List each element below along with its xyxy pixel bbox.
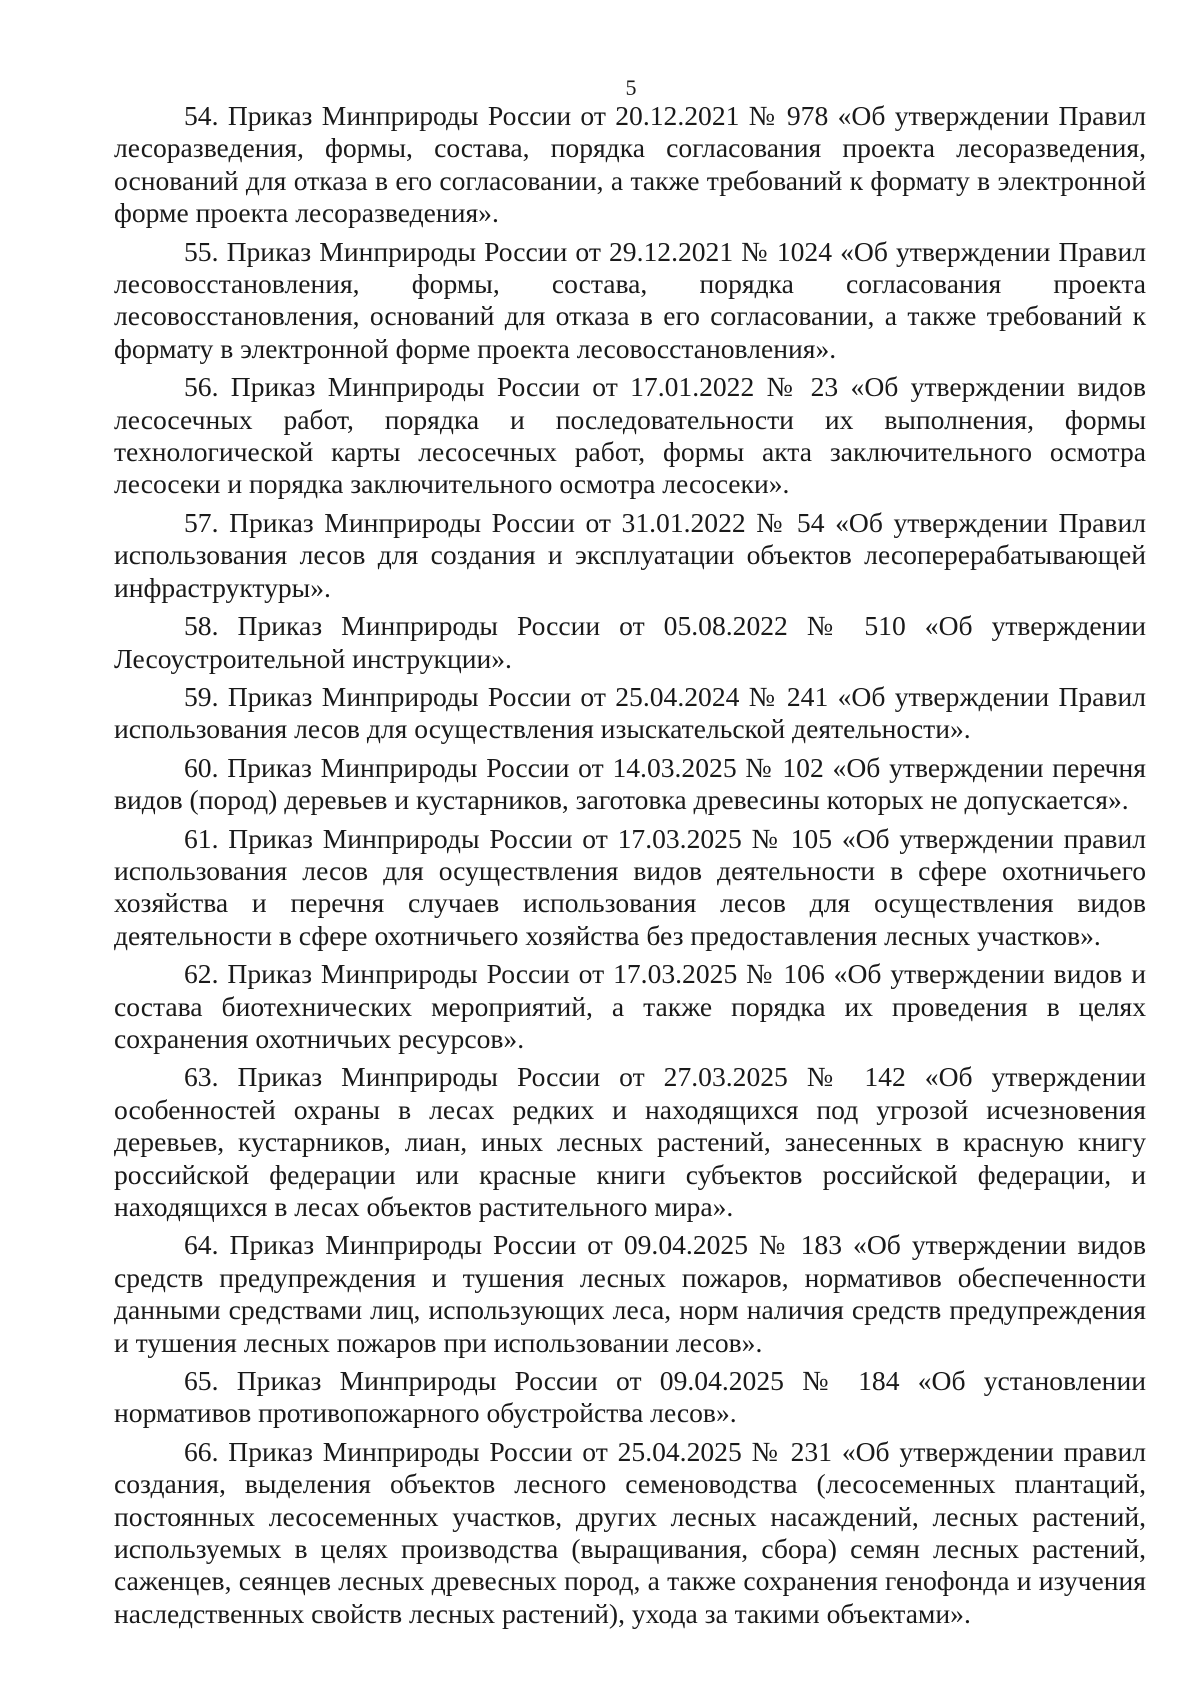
list-item: 59. Приказ Минприроды России от 25.04.2024 № 241 «Об утверждении Правил использования лесов для осуществления изыскательской деятельности».: [114, 680, 1146, 745]
list-item: 54. Приказ Минприроды России от 20.12.2021 № 978 «Об утверждении Правил лесоразведения, формы, состава, порядка согласования проекта лесоразведения, оснований для отказа в его согласовании, а также требований к формату в электронной форме проекта лесоразведения».: [114, 100, 1146, 229]
list-item: 63. Приказ Минприроды России от 27.03.2025 № 142 «Об утверждении особенностей охраны в лесах редких и находящихся под угрозой исчезновения деревьев, кустарников, лиан, иных лесных растений, занесенных в красную книгу российской федерации или красные книги субъектов российской федерации, и находящихся в лесах объектов растительного мира».: [114, 1061, 1146, 1222]
list-item: 55. Приказ Минприроды России от 29.12.2021 № 1024 «Об утверждении Правил лесовосстановления, формы, состава, порядка согласования проекта лесовосстановления, оснований для отказа в его согласовании, а также требований к формату в электронной форме проекта лесовосстановления».: [114, 235, 1146, 364]
list-item: 60. Приказ Минприроды России от 14.03.2025 № 102 «Об утверждении перечня видов (пород) деревьев и кустарников, заготовка древесины которых не допускается».: [114, 751, 1146, 816]
page-number: 5: [625, 75, 637, 100]
list-item: 62. Приказ Минприроды России от 17.03.2025 № 106 «Об утверждении видов и состава биотехнических мероприятий, а также порядка их проведения в целях сохранения охотничьих ресурсов».: [114, 958, 1146, 1054]
document-body: [114, 100, 1146, 1636]
list-item: 57. Приказ Минприроды России от 31.01.2022 № 54 «Об утверждении Правил использования лесов для создания и эксплуатации объектов лесоперерабатывающей инфраструктуры».: [114, 506, 1146, 603]
list-item: 64. Приказ Минприроды России от 09.04.2025 № 183 «Об утверждении видов средств предупреждения и тушения лесных пожаров, нормативов обеспеченности данными средствами лиц, использующих леса, норм наличия средств предупреждения и тушения лесных пожаров при использовании лесов».: [114, 1229, 1146, 1358]
list-item: 65. Приказ Минприроды России от 09.04.2025 № 184 «Об установлении нормативов противопожарного обустройства лесов».: [114, 1365, 1146, 1429]
list-item: 58. Приказ Минприроды России от 05.08.2022 № 510 «Об утверждении Лесоустроительной инструкции».: [114, 610, 1146, 674]
list-item: 66. Приказ Минприроды России от 25.04.2025 № 231 «Об утверждении правил создания, выделения объектов лесного семеноводства (лесосеменных плантаций, постоянных лесосеменных участков, других лесных насаждений, лесных растений, используемых в целях производства (выращивания, сбора) семян лесных растений, саженцев, сеянцев лесных древесных пород, а также сохранения генофонда и изучения наследственных свойств лесных растений), ухода за такими объектами».: [114, 1435, 1146, 1629]
list-item: 61. Приказ Минприроды России от 17.03.2025 № 105 «Об утверждении правил использования лесов для осуществления видов деятельности в сфере охотничьего хозяйства и перечня случаев использования лесов для осуществления видов деятельности в сфере охотничьего хозяйства без предоставления лесных участков».: [114, 822, 1146, 951]
list-item: 56. Приказ Минприроды России от 17.01.2022 № 23 «Об утверждении видов лесосечных работ, порядка и последовательности их выполнения, формы технологической карты лесосечных работ, формы акта заключительного осмотра лесосеки и порядка заключительного осмотра лесосеки».: [114, 371, 1146, 500]
